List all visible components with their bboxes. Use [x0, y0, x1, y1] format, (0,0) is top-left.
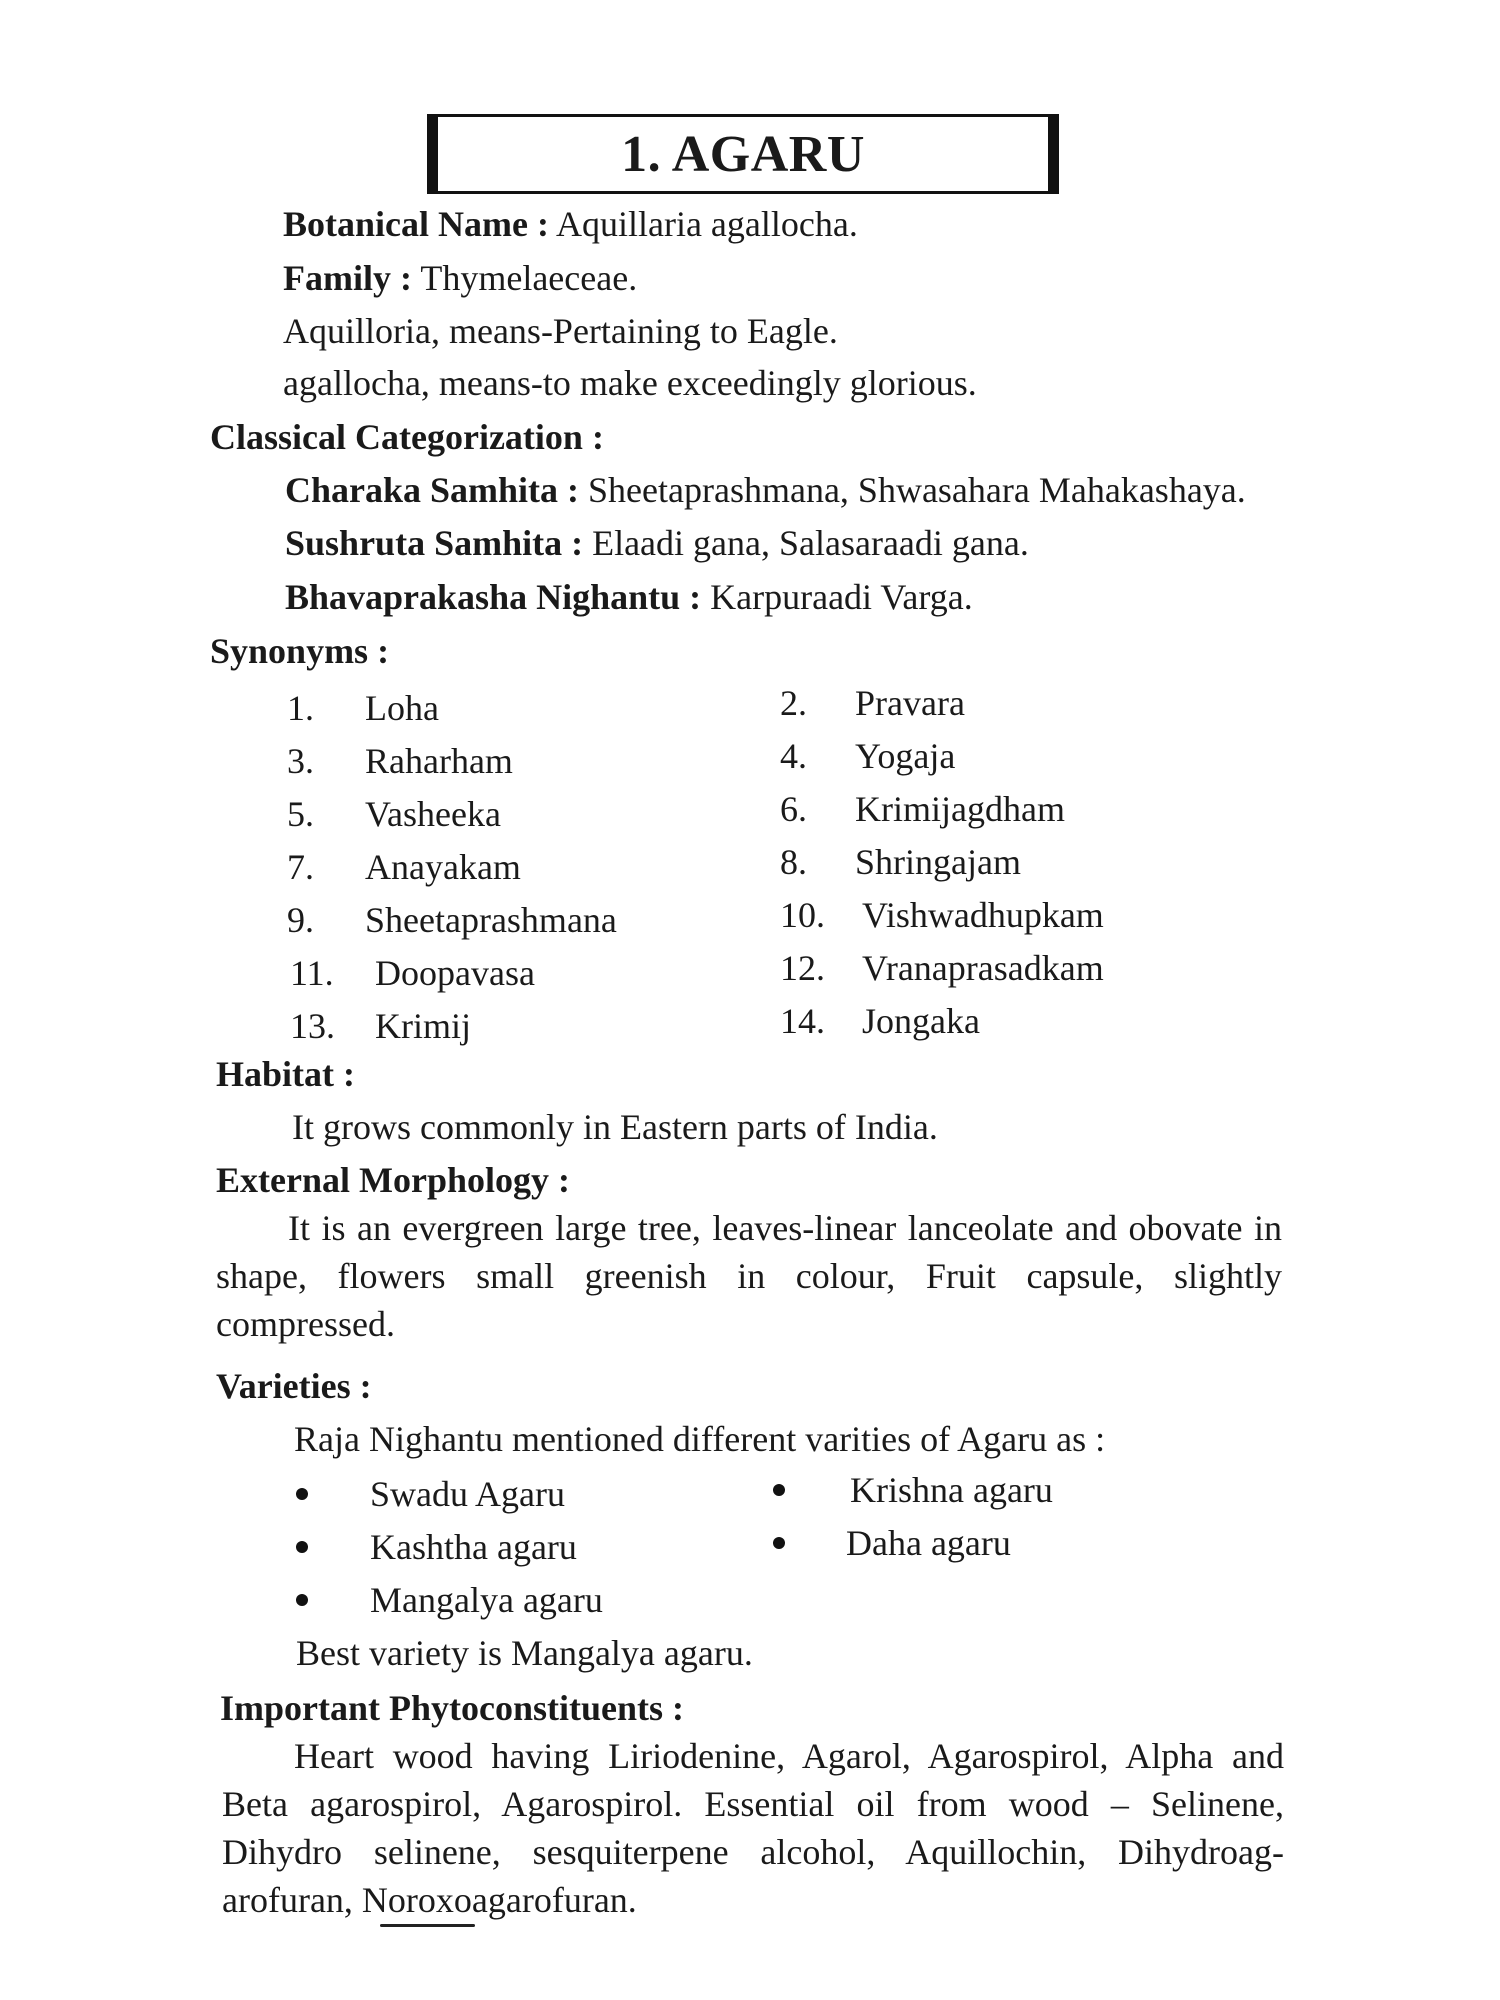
synonym-number: 11. [290, 953, 334, 993]
morphology-paragraph [216, 1204, 1282, 1348]
sushruta-line [285, 525, 1029, 561]
synonym-name: Jongaka [862, 1001, 980, 1041]
synonym-name: Vishwadhupkam [862, 895, 1104, 935]
bhavaprakasha-value: Karpuraadi Varga. [710, 577, 973, 617]
synonym-name: Pravara [855, 683, 965, 723]
bhavaprakasha-label: Bhavaprakasha Nighantu : [285, 577, 702, 617]
variety-item: Kashtha agaru [370, 1527, 577, 1567]
synonym-name: Krimijagdham [855, 789, 1065, 829]
synonym-number: 9. [287, 900, 314, 940]
morphology-text: It is an evergreen large tree, leaves-linear lanceolate and obovate in shape, flowers small greenish in colour, Fruit capsule, slightly compressed. [216, 1208, 1282, 1344]
synonym-name: Anayakam [365, 847, 521, 887]
morphology-heading: External Morphology : [216, 1160, 570, 1200]
phyto-text: Heart wood having Liriodenine, Agarol, Agarospirol, Alpha and Beta agarospirol, Agarospirol. Essential oil from wood – Selinene, Dihydro selinene, sesquiterpene alcohol, Aquillochin, Dihydroag-arofuran, Noroxoagarofuran. [222, 1736, 1284, 1920]
bullet-icon [773, 1537, 785, 1549]
synonym-name: Raharham [365, 741, 513, 781]
synonym-number: 3. [287, 741, 314, 781]
sushruta-value: Elaadi gana, Salasaraadi gana. [592, 523, 1029, 563]
family-label: Family : [283, 258, 412, 298]
charaka-line [285, 472, 1246, 508]
synonym-number: 2. [780, 683, 807, 723]
synonym-name: Krimij [375, 1006, 471, 1046]
bullet-icon [296, 1488, 308, 1500]
habitat-heading: Habitat : [216, 1054, 355, 1094]
varieties-heading: Varieties : [216, 1366, 372, 1406]
variety-item: Mangalya agaru [370, 1580, 603, 1620]
synonym-number: 1. [287, 688, 314, 728]
botanical-name-line [283, 206, 858, 242]
bullet-icon [296, 1541, 308, 1553]
synonym-name: Shringajam [855, 842, 1021, 882]
varieties-best: Best variety is Mangalya agaru. [296, 1633, 753, 1673]
synonym-name: Vasheeka [365, 794, 501, 834]
phyto-paragraph [222, 1732, 1284, 1924]
charaka-label: Charaka Samhita : [285, 470, 580, 510]
habitat-text: It grows commonly in Eastern parts of India. [292, 1107, 938, 1147]
synonym-number: 14. [780, 1001, 825, 1041]
etymology-line-2: agallocha, means-to make exceedingly glorious. [283, 363, 977, 403]
bullet-icon [296, 1594, 308, 1606]
synonym-name: Loha [365, 688, 439, 728]
scan-mark [380, 1924, 475, 1927]
synonym-number: 10. [780, 895, 825, 935]
botanical-name-label: Botanical Name : [283, 204, 549, 244]
synonym-number: 12. [780, 948, 825, 988]
synonym-number: 7. [287, 847, 314, 887]
phyto-heading: Important Phytoconstituents : [220, 1688, 684, 1728]
synonym-name: Doopavasa [375, 953, 535, 993]
synonym-name: Yogaja [855, 736, 956, 776]
botanical-name-value: Aquillaria agallocha. [555, 204, 858, 244]
bullet-icon [773, 1484, 785, 1496]
classical-heading: Classical Categorization : [210, 417, 604, 457]
variety-item: Krishna agaru [850, 1470, 1053, 1510]
varieties-intro: Raja Nighantu mentioned different varities of Agaru as : [294, 1419, 1106, 1459]
synonym-number: 6. [780, 789, 807, 829]
synonym-name: Sheetaprashmana [365, 900, 617, 940]
charaka-value: Sheetaprashmana, Shwasahara Mahakashaya. [588, 470, 1246, 510]
synonym-number: 5. [287, 794, 314, 834]
page-title: 1. AGARU [621, 125, 865, 183]
sushruta-label: Sushruta Samhita : [285, 523, 584, 563]
variety-item: Swadu Agaru [370, 1474, 565, 1514]
title-box [427, 114, 1059, 194]
synonyms-heading: Synonyms : [210, 631, 390, 671]
synonym-name: Vranaprasadkam [862, 948, 1104, 988]
etymology-line-1: Aquilloria, means-Pertaining to Eagle. [283, 311, 838, 351]
family-value: Thymelaeceae. [420, 258, 638, 298]
variety-item: Daha agaru [846, 1523, 1011, 1563]
bhavaprakasha-line [285, 579, 973, 615]
family-line [283, 260, 637, 296]
synonym-number: 4. [780, 736, 807, 776]
synonym-number: 13. [290, 1006, 335, 1046]
synonym-number: 8. [780, 842, 807, 882]
